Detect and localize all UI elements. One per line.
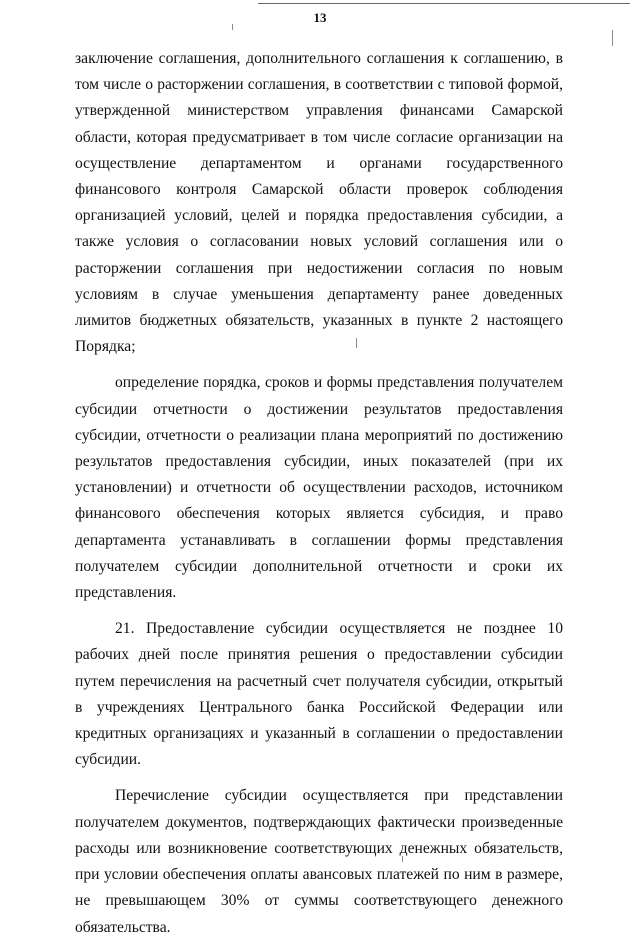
paragraph-gap [75, 360, 563, 370]
paragraph-clause-21: 21. Предоставление субсидии осуществляется не позднее 10 рабочих дней после принятия решения о предоставлении субсидии путем перечисления на расчетный счет получателя субсидии, открытый в учреждениях Центрального банка Российской Федерации или кредитных организациях и указанный в соглашении о предоставлении субсидии. [75, 620, 563, 769]
document-body [75, 46, 563, 941]
paragraph-agreement-conclusion: заключение соглашения, дополнительного соглашения к соглашению, в том числе о расторжении соглашения, в соответствии с типовой формой, утвержденной министерством управления финансами Самарской области, которая предусматривает в том числе согласие организации на осуществление департаментом и органами государственного финансового контроля Самарской области проверок соблюдения организацией условий, целей и порядка предоставления субсидии, а также условия о согласовании новых условий соглашения или о расторжении соглашения при недостижении согласия по новым условиям в случае уменьшения департаменту ранее доведенных лимитов бюджетных обязательств, указанных в пункте 2 настоящего Порядка; [75, 50, 563, 356]
scan-edge-line [258, 3, 630, 4]
scan-speck [612, 30, 613, 46]
paragraph-reporting-procedure: определение порядка, сроков и формы представления получателем субсидии отчетности о достижении результатов предоставления субсидии, отчетности о реализации плана мероприятий по достижению результатов предоставления субсидии, иных показателей (при их установлении) и отчетности об осуществлении расходов, источником финансового обеспечения которых является субсидия, и право департамента устанавливать в соглашении формы представления получателем субсидии дополнительной отчетности и сроки их представления. [75, 374, 563, 602]
paragraph-gap [75, 773, 563, 783]
paragraph-transfer-conditions: Перечисление субсидии осуществляется при представлении получателем документов, подтверждающих фактически произведенные расходы или возникновение соответствующих денежных обязательств, при условии обеспечения оплаты авансовых платежей по ним в размере, не превышающем 30% от суммы соответствующего денежного обязательства. [75, 787, 563, 936]
page-number: 13 [313, 10, 327, 25]
paragraph-gap [75, 606, 563, 616]
